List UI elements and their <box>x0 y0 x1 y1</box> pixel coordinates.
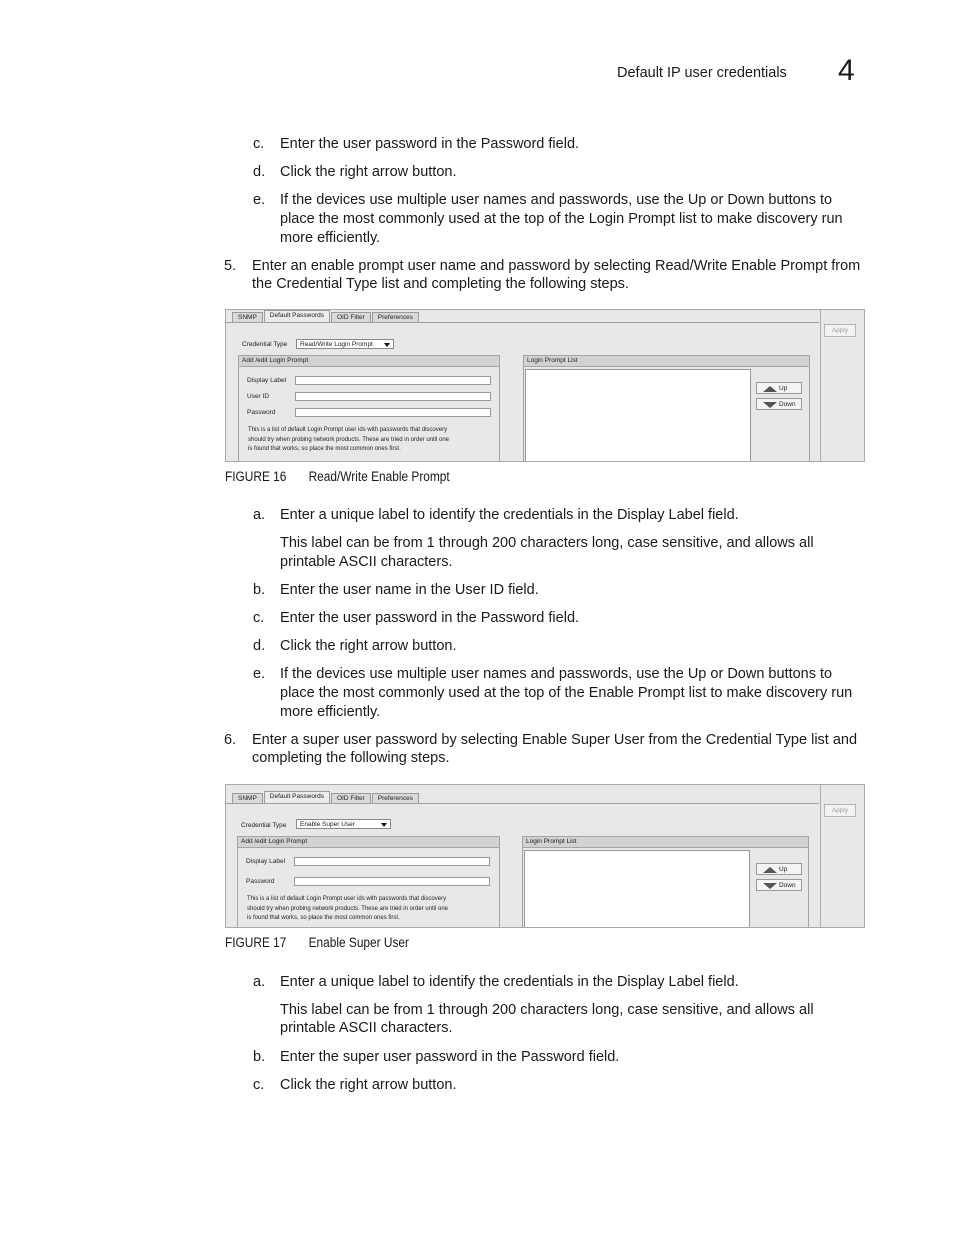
tab-preferences[interactable]: Preferences <box>372 312 419 323</box>
tab-default-passwords[interactable]: Default Passwords <box>264 791 330 804</box>
figure-caption: FIGURE 16 Read/Write Enable Prompt <box>225 469 450 484</box>
arrow-up-icon <box>763 386 777 392</box>
list-marker: c. <box>253 1077 265 1093</box>
login-prompt-list-panel <box>523 355 810 462</box>
apply-button[interactable]: Apply <box>824 324 856 337</box>
figure-17-screenshot <box>225 784 865 928</box>
tab-preferences[interactable]: Preferences <box>372 793 419 804</box>
login-prompt-list[interactable] <box>525 369 751 462</box>
list-item: Click the right arrow button. <box>280 1077 457 1093</box>
display-label-label: Display Label <box>247 377 287 384</box>
list-marker: d. <box>253 164 266 180</box>
list-item: Click the right arrow button. <box>280 164 457 180</box>
list-item: Enter a unique label to identify the credentials in the Display Label field. <box>280 507 739 523</box>
arrow-down-icon <box>763 883 777 889</box>
paragraph-line: This label can be from 1 through 200 characters long, case sensitive, and allows all <box>280 1002 814 1018</box>
display-label-label: Display Label <box>246 858 286 865</box>
list-marker: e. <box>253 666 266 682</box>
password-label: Password <box>246 878 275 885</box>
credential-type-select[interactable] <box>296 819 391 829</box>
list-item: Enter the user password in the Password field. <box>280 136 580 152</box>
panel-divider <box>820 785 821 927</box>
panel-title: Add /edit Login Prompt <box>239 356 499 367</box>
login-prompt-list[interactable] <box>524 850 750 928</box>
list-marker: b. <box>253 582 266 598</box>
step-text-line: Enter a super user password by selecting Enable Super User from the Credential Type list and <box>252 732 858 748</box>
credential-type-label: Credential Type <box>242 341 288 348</box>
list-item-line: place the most commonly used at the top of the Login Prompt list to make discovery run <box>280 211 843 227</box>
tab-divider <box>226 322 819 323</box>
add-edit-login-prompt-panel <box>237 836 500 928</box>
list-item: Click the right arrow button. <box>280 638 457 654</box>
down-button[interactable]: Down <box>756 879 802 891</box>
step-number: 5. <box>224 258 237 274</box>
panel-title: Login Prompt List <box>524 356 809 367</box>
list-item: Enter the user name in the User ID field. <box>280 582 539 598</box>
tab-oid-filter[interactable]: OID Filter <box>331 312 371 323</box>
paragraph-line: This label can be from 1 through 200 characters long, case sensitive, and allows all <box>280 535 814 551</box>
list-marker: c. <box>253 136 265 152</box>
panel-title: Login Prompt List <box>523 837 808 848</box>
step-text-line: the Credential Type list and completing the following steps. <box>252 276 629 292</box>
up-button[interactable]: Up <box>756 382 802 394</box>
credential-type-label: Credential Type <box>241 822 287 829</box>
chevron-down-icon <box>384 343 390 347</box>
list-marker: a. <box>253 974 266 990</box>
tab-bar <box>232 791 420 803</box>
arrow-down-icon <box>763 402 777 408</box>
list-item: Enter the super user password in the Password field. <box>280 1049 620 1065</box>
list-marker: a. <box>253 507 266 523</box>
step-text-line: Enter an enable prompt user name and password by selecting Read/Write Enable Prompt from <box>252 258 861 274</box>
credential-type-value: Enable Super User <box>300 821 355 828</box>
arrow-up-icon <box>763 867 777 873</box>
list-item-line: more efficiently. <box>280 704 381 720</box>
list-marker: b. <box>253 1049 266 1065</box>
figure-16-screenshot <box>225 309 865 462</box>
running-header-title: Default IP user credentials <box>617 65 787 81</box>
chapter-number: 4 <box>838 54 855 87</box>
step-number: 6. <box>224 732 237 748</box>
list-marker: c. <box>253 610 265 626</box>
list-item-line: place the most commonly used at the top of the Enable Prompt list to make discovery run <box>280 685 853 701</box>
tab-oid-filter[interactable]: OID Filter <box>331 793 371 804</box>
list-item-line: more efficiently. <box>280 230 381 246</box>
tab-snmp[interactable]: SNMP <box>232 312 263 323</box>
step-text-line: completing the following steps. <box>252 750 450 766</box>
help-note: This is a list of default Login Prompt user ids with passwords that discovery should try when probing network products. These are tried in order until one is found that works, so place the most common ones first. <box>247 896 449 921</box>
tab-default-passwords[interactable]: Default Passwords <box>264 310 330 323</box>
paragraph-line: printable ASCII characters. <box>280 1020 453 1036</box>
paragraph-line: printable ASCII characters. <box>280 554 453 570</box>
list-item: Enter a unique label to identify the credentials in the Display Label field. <box>280 974 739 990</box>
list-marker: e. <box>253 192 266 208</box>
display-label-field[interactable] <box>294 857 490 866</box>
tab-divider <box>226 803 819 804</box>
panel-title: Add /edit Login Prompt <box>238 837 499 848</box>
list-marker: d. <box>253 638 266 654</box>
login-prompt-list-panel <box>522 836 809 928</box>
credential-type-select[interactable] <box>296 339 394 349</box>
user-id-label: User ID <box>247 393 270 400</box>
list-item: Enter the user password in the Password field. <box>280 610 580 626</box>
credential-type-value: Read/Write Login Prompt <box>300 341 373 348</box>
password-label: Password <box>247 409 276 416</box>
figure-caption: FIGURE 17 Enable Super User <box>225 935 409 950</box>
user-id-field[interactable] <box>295 392 491 401</box>
password-field[interactable] <box>294 877 490 886</box>
add-edit-login-prompt-panel <box>238 355 500 462</box>
apply-button[interactable]: Apply <box>824 804 856 817</box>
help-note: This is a list of default Login Prompt user ids with passwords that discovery should try when probing network products. These are tried in order until one is found that works, so place the most common ones first. <box>248 427 450 452</box>
password-field[interactable] <box>295 408 491 417</box>
panel-divider <box>820 310 821 461</box>
display-label-field[interactable] <box>295 376 491 385</box>
down-button[interactable]: Down <box>756 398 802 410</box>
list-item-line: If the devices use multiple user names and passwords, use the Up or Down buttons to <box>280 666 833 682</box>
tab-bar <box>232 310 420 322</box>
up-button[interactable]: Up <box>756 863 802 875</box>
chevron-down-icon <box>381 823 387 827</box>
tab-snmp[interactable]: SNMP <box>232 793 263 804</box>
list-item-line: If the devices use multiple user names and passwords, use the Up or Down buttons to <box>280 192 833 208</box>
